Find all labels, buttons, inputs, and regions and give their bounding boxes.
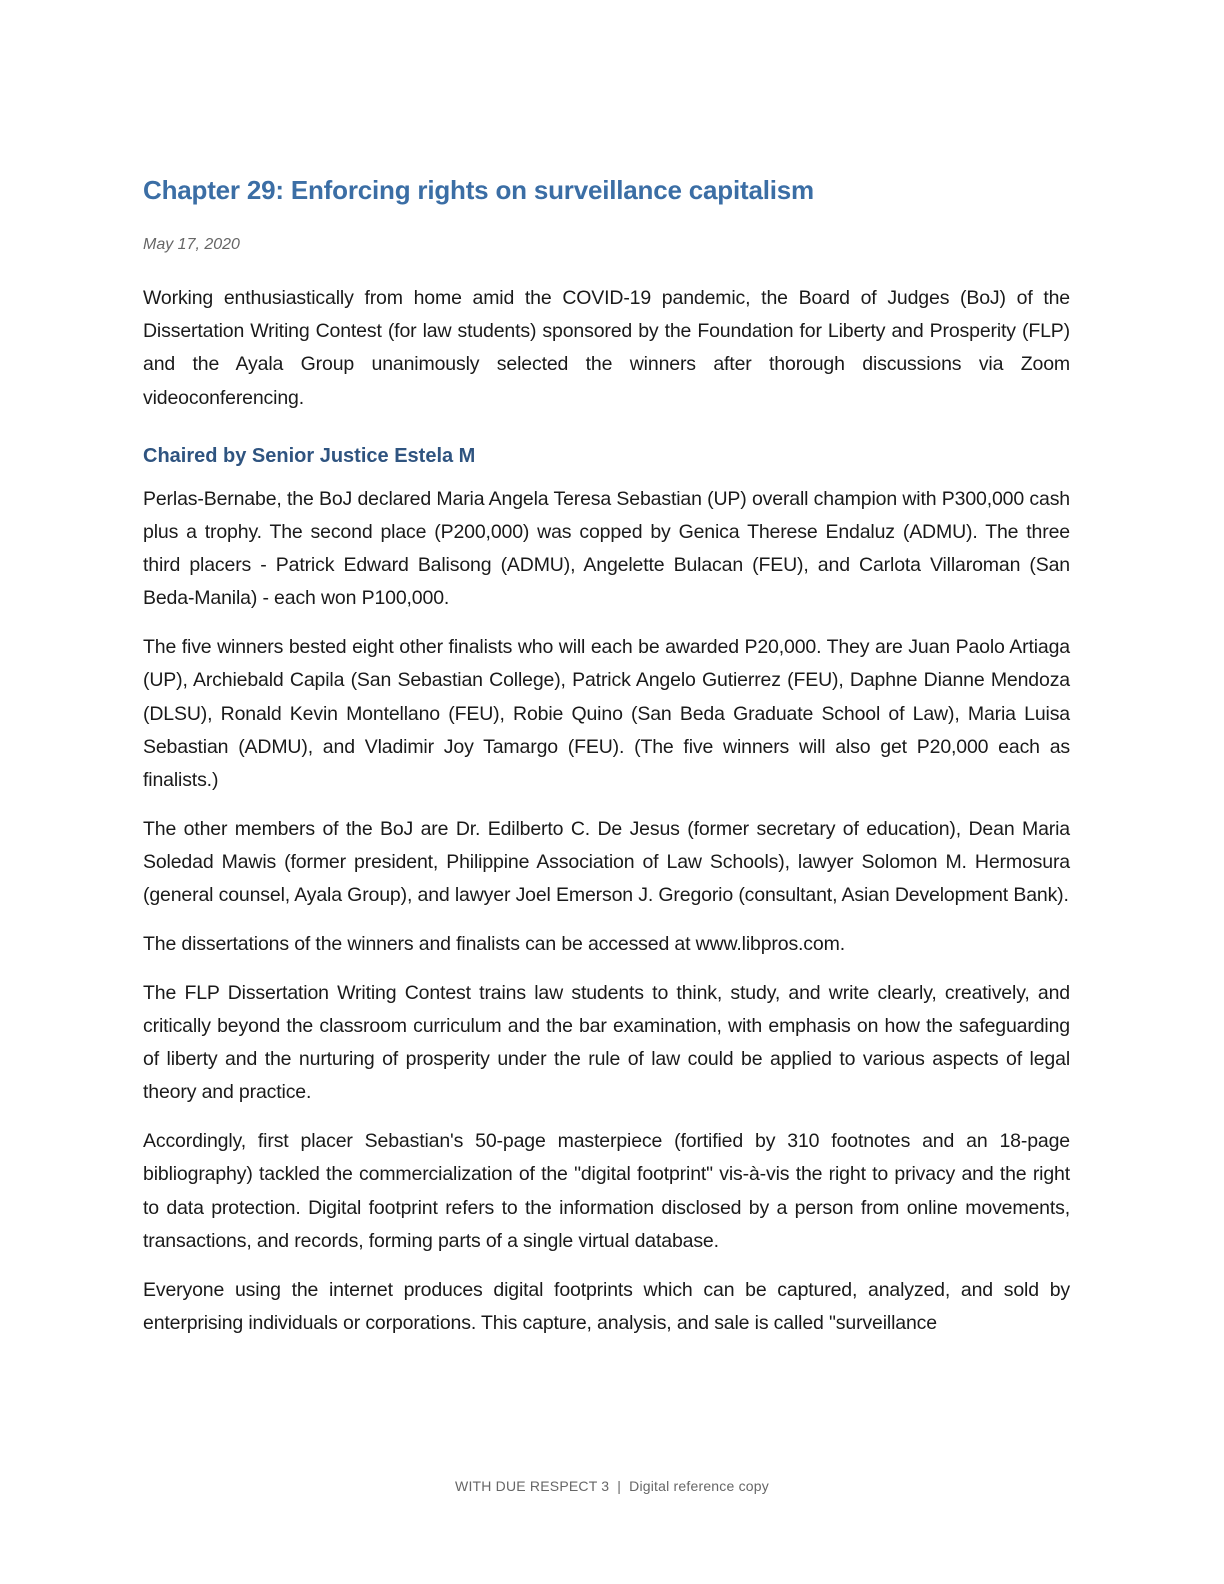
paragraph: The other members of the BoJ are Dr. Edilberto C. De Jesus (former secretary of education), Dean Maria Soledad Mawis (former president, Philippine Association of Law Schools), lawyer Solomon M. Hermosura (general counsel, Ayala Group), and lawyer Joel Emerson J. Gregorio (consultant, Asian Development Bank). <box>143 817 1070 907</box>
subheading: Chaired by Senior Justice Estela M <box>143 444 476 467</box>
document-page <box>143 170 1070 1356</box>
paragraph: The dissertations of the winners and finalists can be accessed at www.libpros.com. <box>143 933 845 956</box>
footer-copy-note: Digital reference copy <box>629 1478 769 1494</box>
page-footer <box>0 1478 1224 1494</box>
paragraph: Accordingly, first placer Sebastian's 50-page masterpiece (fortified by 310 footnotes and an 18-page bibliography) tackled the commercialization of the "digital footprint" vis-à-vis the right to privacy and the right to data protection. Digital footprint refers to the information disclosed by a person from online movements, transactions, and records, forming parts of a single virtual database. <box>143 1130 1070 1252</box>
chapter-title: Chapter 29: Enforcing rights on surveillance capitalism <box>143 175 814 205</box>
paragraph-intro: Working enthusiastically from home amid the COVID-19 pandemic, the Board of Judges (BoJ) of the Dissertation Writing Contest (for law students) sponsored by the Foundation for Liberty and Prosperity (FLP) and the Ayala Group unanimously selected the winners after thorough discussions via Zoom videoconferencing. <box>143 287 1070 409</box>
paragraph: The five winners bested eight other finalists who will each be awarded P20,000. They are Juan Paolo Artiaga (UP), Archiebald Capila (San Sebastian College), Patrick Angelo Gutierrez (FEU), Daphne Dianne Mendoza (DLSU), Ronald Kevin Montellano (FEU), Robie Quino (San Beda Graduate School of Law), Maria Luisa Sebastian (ADMU), and Vladimir Joy Tamargo (FEU). (The five winners will also get P20,000 each as finalists.) <box>143 636 1070 792</box>
paragraph: Perlas-Bernabe, the BoJ declared Maria Angela Teresa Sebastian (UP) overall champion with P300,000 cash plus a trophy. The second place (P200,000) was copped by Genica Therese Endaluz (ADMU). The three third placers - Patrick Edward Balisong (ADMU), Angelette Bulacan (FEU), and Carlota Villaroman (San Beda-Manila) - each won P100,000. <box>143 487 1070 610</box>
paragraph-last: Everyone using the internet produces digital footprints which can be captured, analyzed, and sold by enterprising individuals or corporations. This capture, analysis, and sale is called "surveillance <box>143 1278 1070 1334</box>
footer-separator: | <box>617 1478 622 1494</box>
publication-date: May 17, 2020 <box>143 236 240 253</box>
paragraph: The FLP Dissertation Writing Contest trains law students to think, study, and write clearly, creatively, and critically beyond the classroom curriculum and the bar examination, with emphasis on how the safeguarding of liberty and the nurturing of prosperity under the rule of law could be applied to various aspects of legal theory and practice. <box>143 981 1070 1104</box>
footer-running-head: WITH DUE RESPECT 3 <box>455 1478 610 1494</box>
